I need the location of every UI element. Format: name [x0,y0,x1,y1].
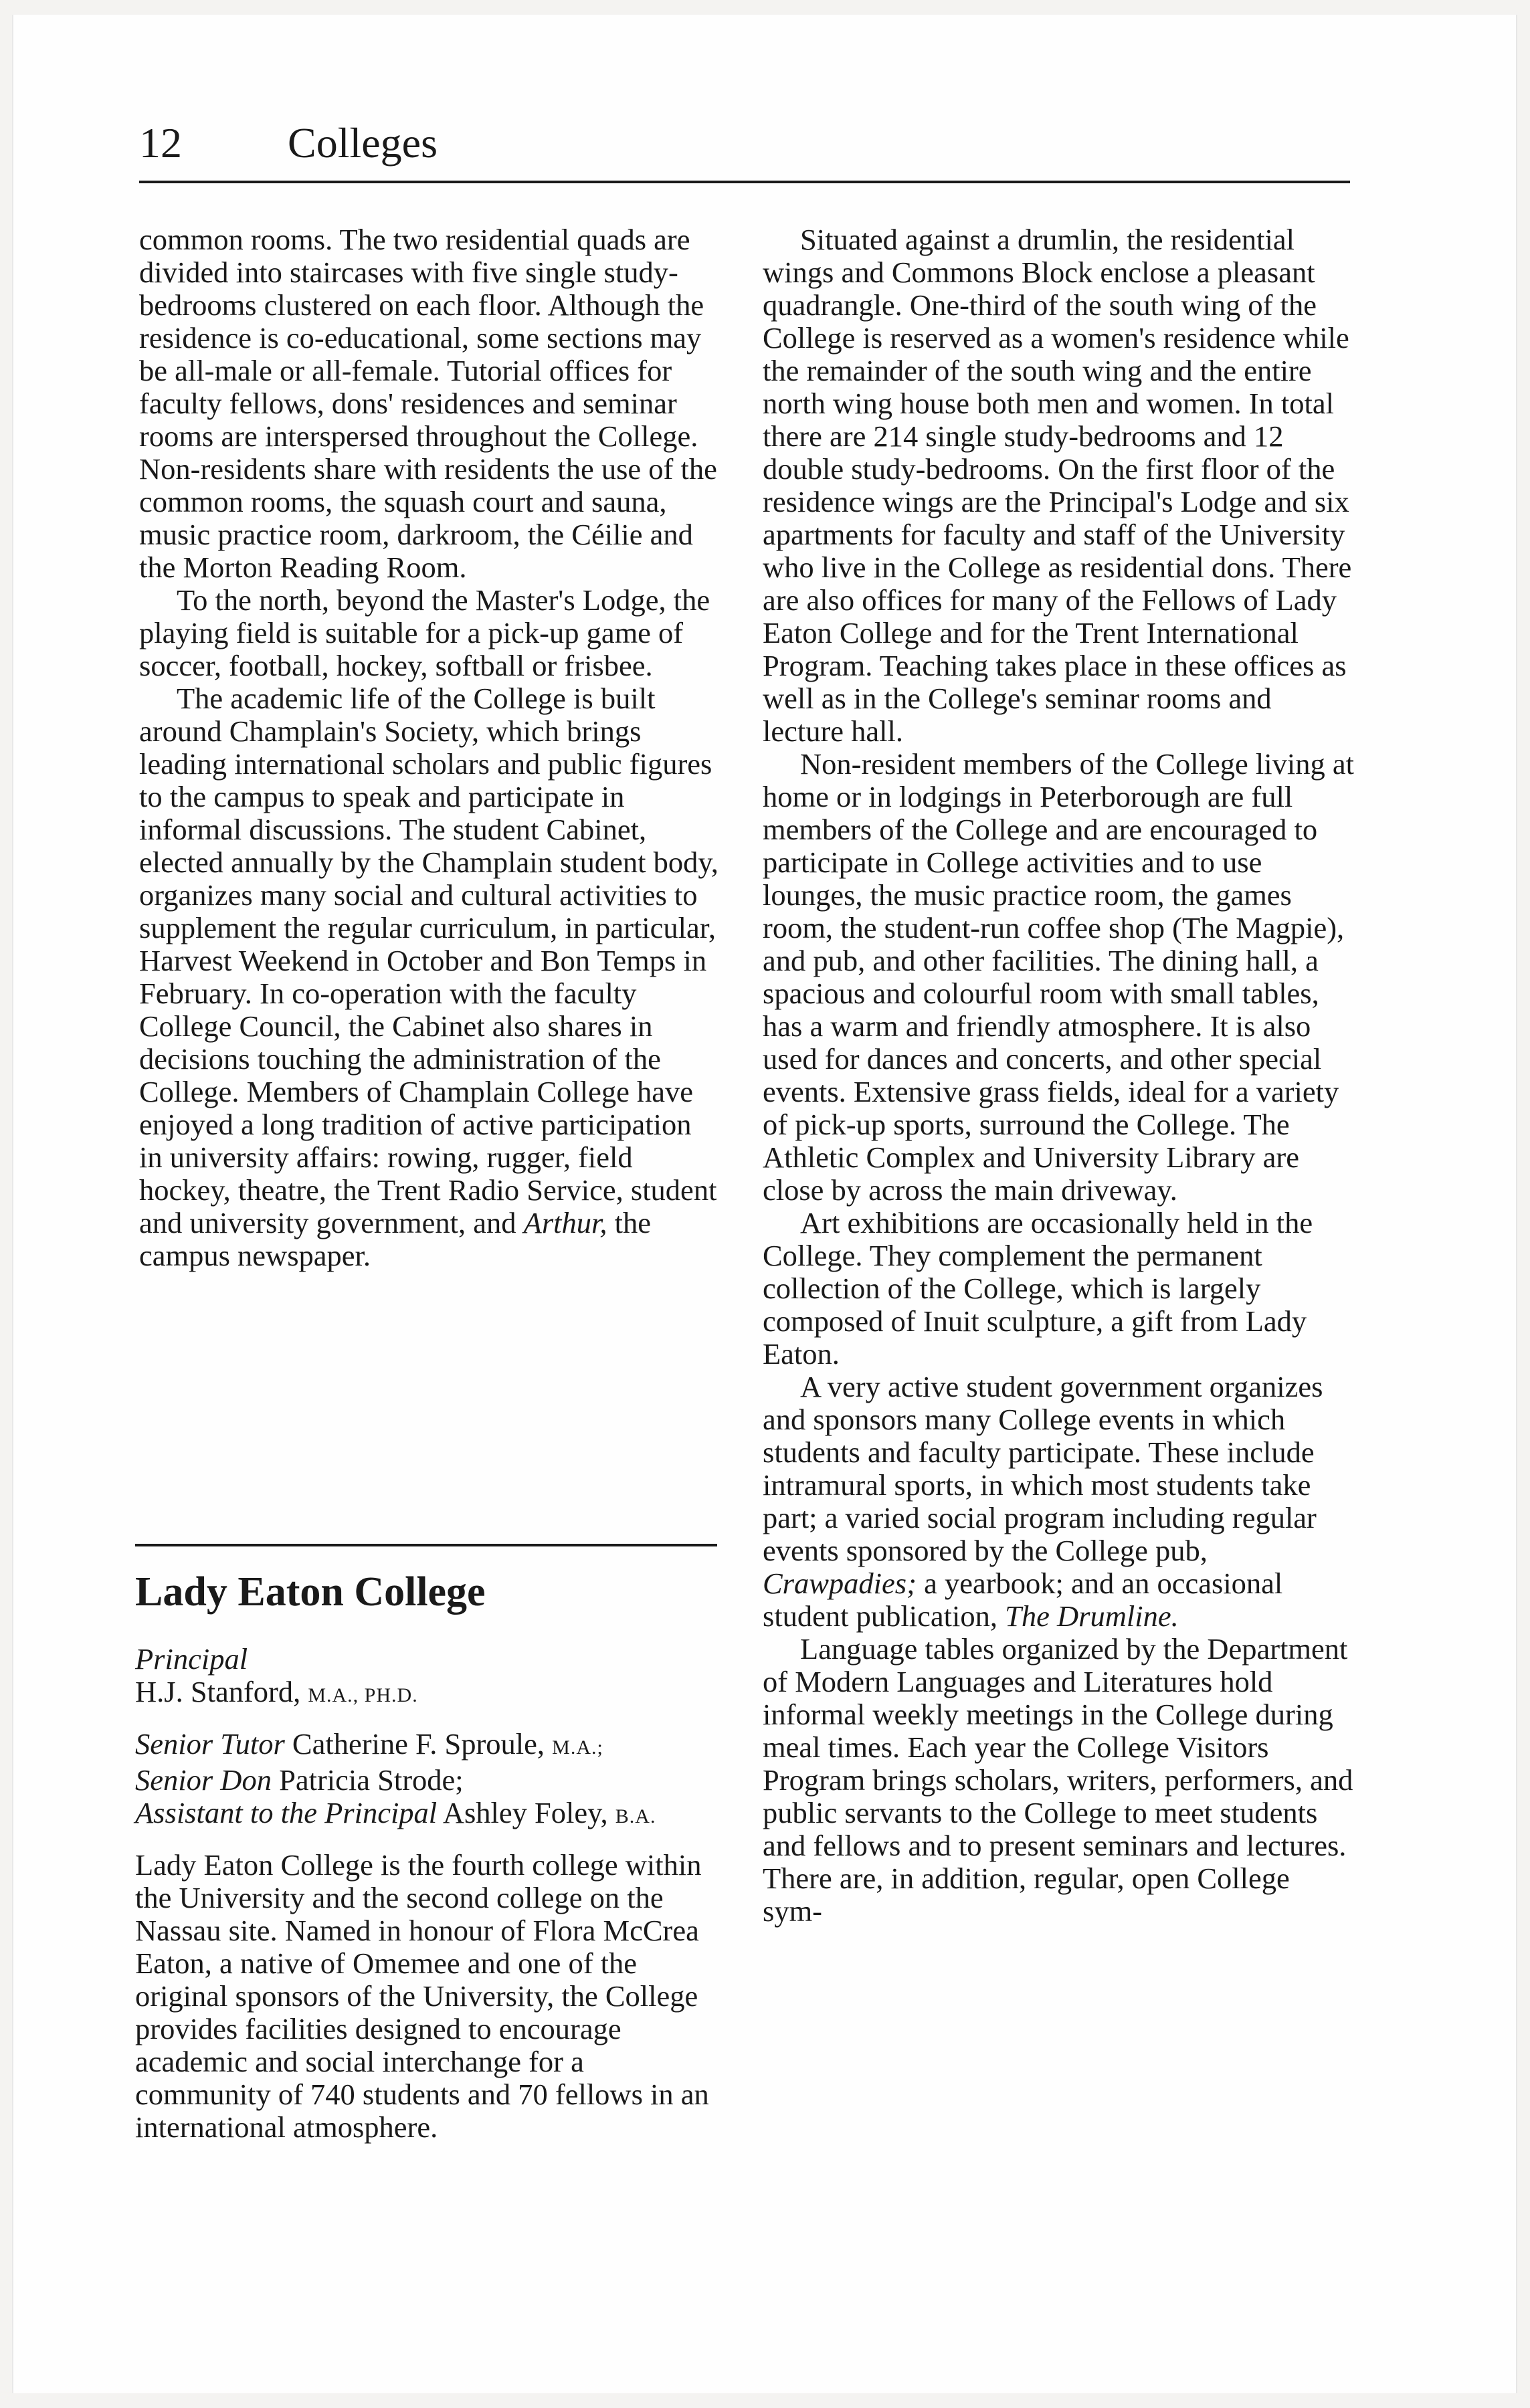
senior-don-name: Patricia Strode; [279,1763,464,1797]
assistant-label: Assistant to the Principal [135,1796,438,1829]
section-heading: Lady Eaton College [135,1569,486,1615]
staff-block [135,1643,717,2144]
header-rule [139,181,1350,183]
principal-degrees: M.A., PH.D. [308,1684,418,1706]
assistant-name: Ashley Foley, [442,1796,608,1829]
assistant-degrees: B.A. [615,1805,656,1827]
paragraph: Situated against a drumlin, the residential wings and Commons Block enclose a pleasant quadrangle. One-third of the south wing of the College is reserved as a women's residence while the remainder of the south wing and the entire north wing house both men and women. In total there are 214 single study-bedrooms and 12 double study-bedrooms. On the first floor of the residence wings are the Principal's Lodge and six apartments for faculty and staff of the University who live in the College as residential dons. There are also offices for many of the Fellows of Lady Eaton College and for the Trent International Program. Teaching takes place in these offices as well as in the College's seminar rooms and lecture hall. [763,223,1352,748]
paragraph-text: a yearbook; and an occasional student publication, [763,1567,1283,1633]
page-number: 12 [139,119,182,167]
paragraph: Non-resident members of the College living at home or in lodgings in Peterborough are full members of the College and are encouraged to participate in College activities and to use lounges, the music practice room, the games room, the student-run coffee shop (The Magpie), and pub, and other facilities. The dining hall, a spacious and colourful room with small tables, has a warm and friendly atmosphere. It is also used for dances and concerts, and other special events. Extensive grass fields, ideal for a variety of pick-up sports, surround the College. The Athletic Complex and University Library are close by across the main driveway. [763,747,1354,1207]
senior-tutor-degrees: M.A.; [552,1736,603,1759]
paragraph: common rooms. The two residential quads are divided into staircases with five single study-bedrooms clustered on each floor. Although the residence is co-educational, some sections may be all-male or all-female. Tutorial offices for faculty fellows, dons' residences and seminar rooms are interspersed throughout the College. Non-residents share with residents the use of the common rooms, the squash court and sauna, music practice room, darkroom, the Céilie and the Morton Reading Room. [139,223,717,584]
senior-tutor-name: Catherine F. Sproule, [292,1727,545,1761]
principal-label [135,1643,717,1676]
paragraph: Language tables organized by the Department of Modern Languages and Literatures hold informal weekly meetings in the College during meal times. Each year the College Visitors Program brings scholars, writers, performers, and public servants to the College to meet students and fellows and to present seminars and lectures. There are, in addition, regular, open College sym- [763,1632,1353,1928]
running-title: Colleges [288,119,438,167]
senior-tutor-label: Senior Tutor [135,1727,285,1761]
principal-line [135,1676,717,1712]
yearbook-title: Crawpadies; [763,1567,917,1600]
paragraph [763,1371,1354,1633]
paragraph: Lady Eaton College is the fourth college within the University and the second college on the Nassau site. Named in honour of Flora McCrea Eaton, a native of Omemee and one of the original sponsors of the University, the College provides facilities designed to encourage academic and social interchange for a community of 740 students and 70 fellows in an international atmosphere. [135,1848,709,2144]
paragraph: Art exhibitions are occasionally held in the College. They complement the permanent collection of the College, which is largely composed of Inuit sculpture, a gift from Lady Eaton. [763,1206,1313,1371]
left-column [139,223,721,1272]
publication-title: The Drumline. [1005,1599,1179,1633]
principal-label-text: Principal [135,1642,248,1676]
paragraph-text: A very active student government organizes and sponsors many College events in which students and faculty participate. These include intramural sports, in which most students take part; a varied social program including regular events sponsored by the College pub, [763,1370,1323,1567]
paragraph [139,682,721,1272]
paragraph: To the north, beyond the Master's Lodge, the playing field is suitable for a pick-up game of soccer, football, hockey, softball or frisbee. [139,583,710,682]
section-rule [135,1544,717,1546]
page-header [139,112,1350,174]
senior-don-line [135,1764,717,1797]
senior-don-label: Senior Don [135,1763,272,1797]
senior-tutor-line [135,1728,717,1764]
paragraph-text: the campus newspaper. [139,1206,652,1272]
principal-name: H.J. Stanford, [135,1675,301,1708]
newspaper-title: Arthur, [523,1206,607,1239]
assistant-line [135,1797,717,1833]
paragraph-text: The academic life of the College is built around Champlain's Society, which brings leading international scholars and public figures to the campus to speak and participate in informal discussions. The student Cabinet, elected annually by the Champlain student body, organizes many social and cultural activities to supplement the regular curriculum, in particular, Harvest Weekend in October and Bon Temps in February. In co-operation with the faculty College Council, the Cabinet also shares in decisions touching the administration of the College. Members of Champlain College have enjoyed a long tradition of active participation in university affairs: rowing, rugger, field hockey, theatre, the Trent Radio Service, student and university government, and [139,682,719,1239]
right-column [763,223,1354,1928]
